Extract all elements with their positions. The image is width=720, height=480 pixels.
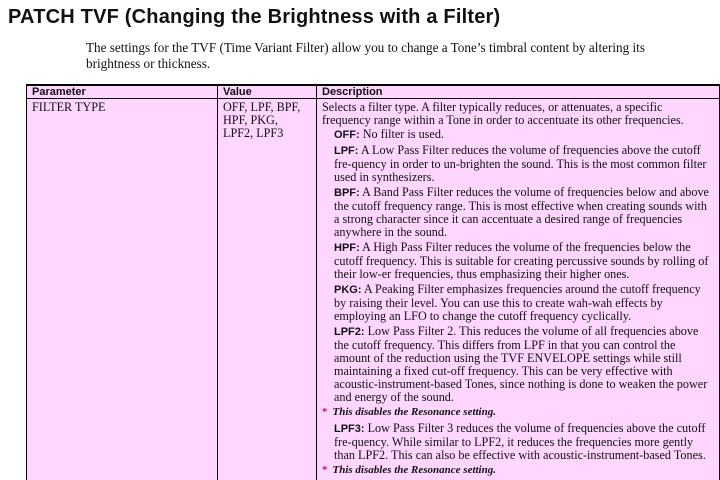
page-title: PATCH TVF (Changing the Brightness with a Filter) bbox=[8, 6, 500, 29]
option-hpf bbox=[322, 241, 714, 281]
option-name: BPF: bbox=[334, 187, 360, 199]
description-cell bbox=[317, 99, 720, 480]
parameter-table bbox=[26, 84, 720, 480]
option-text: Low Pass Filter 2. This reduces the volume of all frequencies above the cutoff frequency. This differs from LPF in that you can control the amount of the reduction using the TVF ENVELOPE settings while still maintaining a fixed cut-off frequency. This can be very effective with acoustic-instrument-based Tones, since nothing is done to weaken the power and energy of the sound. bbox=[334, 324, 707, 404]
table-row bbox=[27, 99, 720, 480]
note-text: This disables the Resonance setting. bbox=[333, 464, 497, 476]
note-text: This disables the Resonance setting. bbox=[333, 406, 497, 418]
option-name: OFF: bbox=[334, 129, 360, 141]
option-text: A Peaking Filter emphasizes frequencies around the cutoff frequency by raising their level. You can use this to create wah-wah effects by employing an LFO to change the cutoff frequency cyclically. bbox=[334, 282, 701, 323]
option-pkg bbox=[322, 283, 714, 323]
resonance-note bbox=[322, 406, 714, 419]
option-name: PKG: bbox=[334, 284, 362, 296]
note-asterisk: * bbox=[322, 406, 328, 418]
note-asterisk: * bbox=[322, 464, 328, 476]
header-value: Value bbox=[218, 85, 317, 99]
header-description: Description bbox=[317, 85, 720, 99]
option-name: HPF: bbox=[334, 242, 360, 254]
option-lpf3 bbox=[322, 422, 714, 462]
value-line: LPF2, LPF3 bbox=[223, 127, 311, 140]
resonance-note bbox=[322, 464, 714, 477]
parameter-cell: FILTER TYPE bbox=[27, 99, 218, 480]
option-text: No filter is used. bbox=[363, 127, 444, 141]
option-text: A High Pass Filter reduces the volume of the frequencies below the cutoff frequency. This is suitable for creating percussive sounds by rolling of their low-er frequencies, thus emphasizing their higher ones. bbox=[334, 240, 708, 281]
option-bpf bbox=[322, 186, 714, 239]
value-line: HPF, PKG, bbox=[223, 114, 311, 127]
intro-paragraph: The settings for the TVF (Time Variant Filter) allow you to change a Tone’s timbral content by altering its brightness or thickness. bbox=[86, 40, 686, 72]
option-text: A Band Pass Filter reduces the volume of frequencies below and above the cutoff frequency range. This is most effective when creating sounds with a strong character since it can accentuate a desired range of frequencies anywhere in the sound. bbox=[334, 185, 709, 239]
description-intro: Selects a filter type. A filter typically reduces, or attenuates, a specific frequency range within a Tone in order to accentuate its other frequencies. bbox=[322, 101, 714, 127]
option-lpf bbox=[322, 144, 714, 184]
option-lpf2 bbox=[322, 325, 714, 404]
option-off bbox=[322, 128, 714, 142]
option-name: LPF2: bbox=[334, 326, 365, 338]
value-line: OFF, LPF, BPF, bbox=[223, 101, 311, 114]
option-text: Low Pass Filter 3 reduces the volume of frequencies above the cutoff fre-quency. While similar to LPF2, it reduces the frequencies more gently than LPF2. This can also be effective with acoustic-instrument-based Tones. bbox=[334, 421, 706, 462]
option-name: LPF3: bbox=[334, 423, 365, 435]
table-header-row bbox=[27, 85, 720, 99]
option-text: A Low Pass Filter reduces the volume of frequencies above the cutoff fre-quency in order to un-brighten the sound. This is the most common filter used in synthesizers. bbox=[334, 143, 706, 184]
option-name: LPF: bbox=[334, 145, 358, 157]
value-cell bbox=[218, 99, 317, 480]
header-parameter: Parameter bbox=[27, 85, 218, 99]
